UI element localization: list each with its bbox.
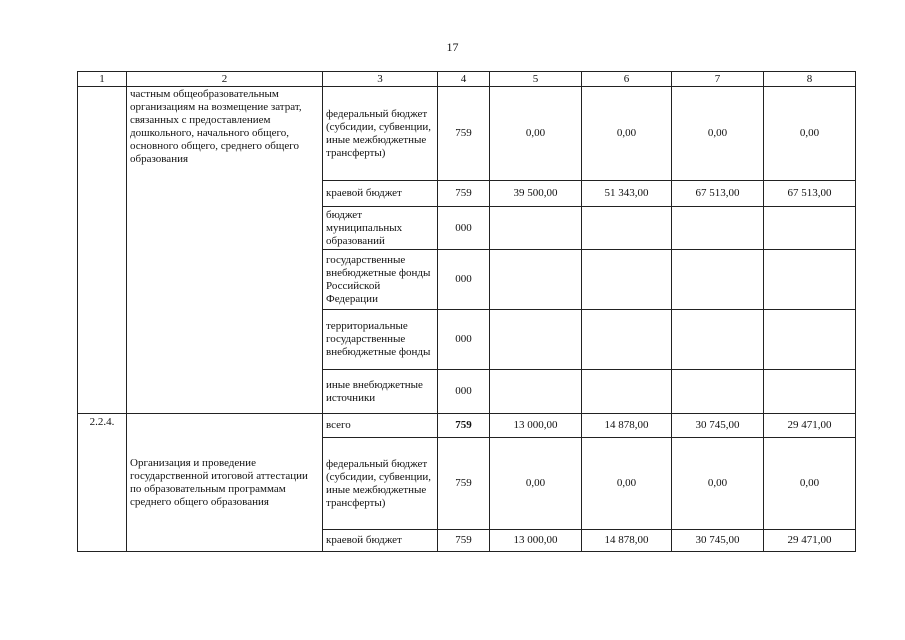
value-cell [582, 370, 672, 414]
page-number: 17 [446, 40, 459, 54]
value-cell: 0,00 [672, 438, 764, 530]
value-cell: 0,00 [490, 438, 582, 530]
code-cell: 759 [438, 181, 490, 207]
value-cell: 51 343,00 [582, 181, 672, 207]
header-cell: 8 [764, 72, 856, 87]
value-cell [672, 370, 764, 414]
value-cell [490, 310, 582, 370]
item-number-cell [78, 87, 127, 414]
header-cell: 6 [582, 72, 672, 87]
value-cell: 14 878,00 [582, 530, 672, 552]
value-cell [582, 310, 672, 370]
value-cell: 14 878,00 [582, 414, 672, 438]
value-cell [490, 370, 582, 414]
item-number-cell: 2.2.4. [78, 414, 127, 552]
value-cell [764, 370, 856, 414]
header-cell: 5 [490, 72, 582, 87]
code-cell: 759 [438, 438, 490, 530]
value-cell [764, 310, 856, 370]
table-row [78, 87, 856, 181]
source-cell: краевой бюджет [323, 181, 438, 207]
value-cell [490, 207, 582, 250]
header-cell: 4 [438, 72, 490, 87]
value-cell: 29 471,00 [764, 530, 856, 552]
code-cell: 759 [438, 87, 490, 181]
source-cell: всего [323, 414, 438, 438]
value-cell [672, 310, 764, 370]
header-row [78, 72, 856, 87]
value-cell: 0,00 [582, 87, 672, 181]
source-cell: федеральный бюджет (субсидии, субвенции, иные межбюджетные трансферты) [323, 438, 438, 530]
source-cell: территориальные государственные внебюджетные фонды [323, 310, 438, 370]
value-cell: 29 471,00 [764, 414, 856, 438]
value-cell [582, 250, 672, 310]
value-cell: 30 745,00 [672, 530, 764, 552]
value-cell [582, 207, 672, 250]
code-cell: 759 [438, 414, 490, 438]
value-cell [672, 250, 764, 310]
code-cell: 000 [438, 310, 490, 370]
source-cell: государственные внебюджетные фонды Российской Федерации [323, 250, 438, 310]
source-cell: иные внебюджетные источники [323, 370, 438, 414]
header-cell: 7 [672, 72, 764, 87]
value-cell [672, 207, 764, 250]
value-cell: 13 000,00 [490, 414, 582, 438]
value-cell [764, 207, 856, 250]
budget-table [77, 71, 856, 552]
value-cell: 30 745,00 [672, 414, 764, 438]
value-cell: 67 513,00 [672, 181, 764, 207]
item-name-cell: частным общеобразовательным организациям на возмещение затрат, связанных с предоставлением дошкольного, начального общего, основного общего, среднего общего образования [127, 87, 323, 414]
code-cell: 000 [438, 370, 490, 414]
header-cell: 2 [127, 72, 323, 87]
value-cell [764, 250, 856, 310]
code-cell: 000 [438, 250, 490, 310]
source-cell: краевой бюджет [323, 530, 438, 552]
item-name-cell: Организация и проведение государственной итоговой аттестации по образовательным программам среднего общего образования [127, 414, 323, 552]
header-cell: 1 [78, 72, 127, 87]
table-row [78, 414, 856, 438]
source-cell: федеральный бюджет (субсидии, субвенции, иные межбюджетные трансферты) [323, 87, 438, 181]
code-cell: 000 [438, 207, 490, 250]
value-cell: 0,00 [764, 438, 856, 530]
value-cell: 0,00 [582, 438, 672, 530]
source-cell: бюджет муниципальных образований [323, 207, 438, 250]
value-cell [490, 250, 582, 310]
value-cell: 67 513,00 [764, 181, 856, 207]
code-cell: 759 [438, 530, 490, 552]
value-cell: 13 000,00 [490, 530, 582, 552]
value-cell: 0,00 [764, 87, 856, 181]
header-cell: 3 [323, 72, 438, 87]
value-cell: 0,00 [672, 87, 764, 181]
value-cell: 0,00 [490, 87, 582, 181]
value-cell: 39 500,00 [490, 181, 582, 207]
